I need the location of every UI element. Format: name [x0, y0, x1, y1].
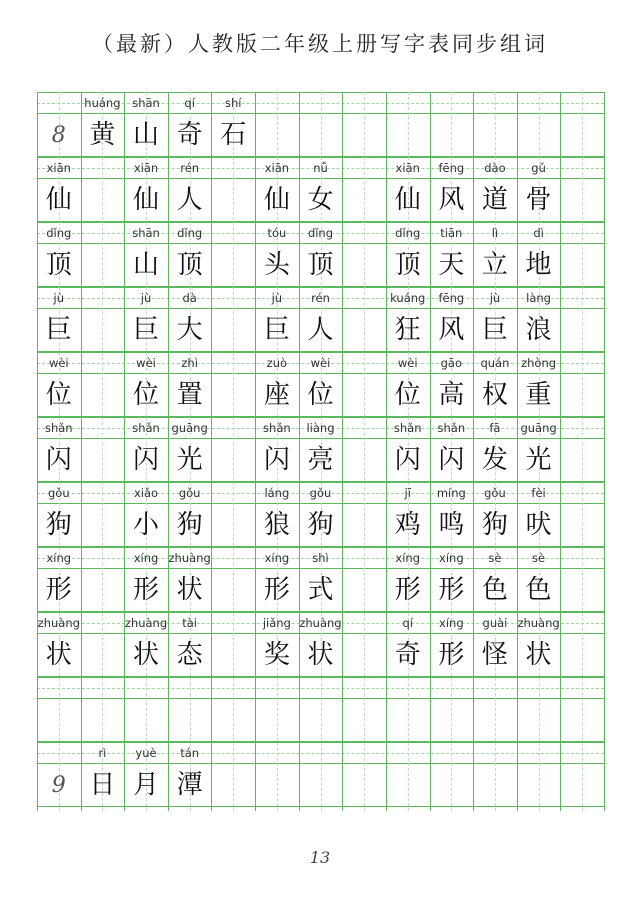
- pinyin-label: guāng: [171, 421, 208, 435]
- hanzi-char: 置: [176, 380, 203, 410]
- hanzi-char: 道: [481, 185, 508, 215]
- pinyin-label: tiān: [440, 226, 463, 240]
- hanzi-char: 亮: [307, 445, 334, 475]
- pinyin-label: jù: [271, 291, 283, 305]
- pinyin-label: dì: [533, 226, 544, 240]
- pinyin-label: dǐng: [177, 226, 203, 240]
- hanzi-char: 顶: [307, 250, 334, 280]
- hanzi-char: 狗: [176, 510, 203, 540]
- hanzi-char: 仙: [394, 185, 421, 215]
- hanzi-char: 大: [176, 315, 203, 345]
- pinyin-label: xíng: [439, 616, 464, 630]
- pinyin-label: wèi: [310, 356, 331, 370]
- hanzi-char: 鸣: [438, 510, 465, 540]
- hanzi-char: 形: [45, 575, 72, 605]
- hanzi-char: 鸡: [394, 510, 421, 540]
- pinyin-label: liàng: [306, 421, 335, 435]
- pinyin-label: huáng: [84, 96, 121, 110]
- hanzi-char: 形: [438, 575, 465, 605]
- pinyin-label: zhuàng: [37, 616, 80, 630]
- pinyin-label: xiān: [133, 161, 159, 175]
- grid-col-line: [81, 92, 82, 811]
- grid-col-line: [560, 92, 561, 811]
- pinyin-label: rén: [180, 161, 200, 175]
- pinyin-label: gǒu: [47, 486, 70, 500]
- pinyin-label: nǚ: [313, 161, 328, 175]
- page-title: （最新）人教版二年级上册写字表同步组词: [92, 32, 548, 56]
- pinyin-label: zuò: [266, 356, 288, 370]
- hanzi-char: 巨: [133, 315, 160, 345]
- pinyin-label: guài: [482, 616, 508, 630]
- hanzi-char: 小: [133, 510, 160, 540]
- pinyin-label: shān: [132, 226, 160, 240]
- hanzi-char: 吠: [525, 510, 552, 540]
- pinyin-label: wèi: [48, 356, 69, 370]
- pinyin-label: fēng: [438, 161, 465, 175]
- hanzi-char: 日: [89, 770, 116, 800]
- pinyin-label: xiǎo: [133, 486, 159, 500]
- hanzi-char: 立: [481, 250, 508, 280]
- pinyin-label: tài: [182, 616, 198, 630]
- pinyin-label: dǐng: [46, 226, 72, 240]
- page-number: 13: [309, 848, 331, 867]
- pinyin-label: jī: [404, 486, 411, 500]
- hanzi-char: 状: [525, 640, 552, 670]
- hanzi-char: 怪: [481, 640, 508, 670]
- pinyin-label: shǎn: [437, 421, 466, 435]
- pinyin-label: qí: [402, 616, 413, 630]
- hanzi-char: 风: [438, 315, 465, 345]
- hanzi-char: 仙: [45, 185, 72, 215]
- hanzi-char: 巨: [263, 315, 290, 345]
- pinyin-label: xíng: [439, 551, 464, 565]
- pinyin-label: jù: [489, 291, 501, 305]
- writing-grid: [37, 92, 604, 811]
- hanzi-char: 闪: [263, 445, 290, 475]
- pinyin-label: fèi: [531, 486, 546, 500]
- hanzi-char: 骨: [525, 185, 552, 215]
- pinyin-label: xíng: [395, 551, 421, 565]
- hanzi-char: 式: [307, 575, 334, 605]
- pinyin-label: zhuàng: [124, 616, 168, 630]
- hanzi-char: 权: [481, 380, 508, 410]
- pinyin-label: yuè: [135, 746, 157, 760]
- hanzi-char: 发: [481, 445, 508, 475]
- pinyin-label: sè: [488, 551, 502, 565]
- pinyin-label: míng: [436, 486, 466, 500]
- grid-col-line: [342, 92, 343, 811]
- pinyin-label: zhuàng: [168, 551, 211, 565]
- hanzi-char: 人: [176, 185, 203, 215]
- hanzi-char: 狗: [45, 510, 72, 540]
- hanzi-char: 狗: [481, 510, 508, 540]
- hanzi-char: 座: [263, 380, 290, 410]
- pinyin-label: dǐng: [307, 226, 334, 240]
- hanzi-char: 月: [133, 770, 160, 800]
- pinyin-label: shǎn: [263, 421, 291, 435]
- pinyin-label: dà: [182, 291, 197, 305]
- pinyin-label: qí: [184, 96, 195, 110]
- pinyin-label: kuáng: [390, 291, 426, 305]
- hanzi-char: 奇: [394, 640, 421, 670]
- pinyin-label: tán: [180, 746, 200, 760]
- pinyin-label: shí: [225, 96, 242, 110]
- grid-center-dash: [233, 92, 234, 811]
- hanzi-char: 闪: [438, 445, 465, 475]
- hanzi-char: 狗: [307, 510, 334, 540]
- pinyin-label: láng: [264, 486, 290, 500]
- pinyin-label: dào: [484, 161, 506, 175]
- lesson-number: 8: [51, 123, 66, 148]
- pinyin-label: zhuàng: [299, 616, 342, 630]
- hanzi-char: 状: [307, 640, 334, 670]
- pinyin-label: shì: [312, 551, 329, 565]
- hanzi-char: 巨: [45, 315, 72, 345]
- hanzi-char: 狂: [394, 315, 421, 345]
- pinyin-label: fā: [489, 421, 501, 435]
- pinyin-label: gǒu: [309, 486, 332, 500]
- hanzi-char: 山: [133, 250, 160, 280]
- hanzi-char: 重: [525, 380, 552, 410]
- pinyin-label: shān: [132, 96, 160, 110]
- pinyin-label: tóu: [267, 226, 287, 240]
- hanzi-char: 形: [263, 575, 290, 605]
- pinyin-label: lì: [491, 226, 499, 240]
- hanzi-char: 状: [45, 640, 72, 670]
- hanzi-char: 巨: [481, 315, 508, 345]
- pinyin-label: làng: [526, 291, 551, 305]
- pinyin-label: xiān: [264, 161, 290, 175]
- grid-center-dash: [102, 92, 103, 811]
- hanzi-char: 形: [394, 575, 421, 605]
- hanzi-char: 人: [307, 315, 334, 345]
- hanzi-char: 光: [176, 445, 203, 475]
- hanzi-char: 位: [307, 380, 334, 410]
- hanzi-char: 形: [438, 640, 465, 670]
- grid-col-line: [604, 92, 605, 811]
- hanzi-char: 形: [133, 575, 160, 605]
- pinyin-label: jù: [140, 291, 152, 305]
- hanzi-char: 顶: [394, 250, 421, 280]
- pinyin-label: rì: [98, 746, 107, 760]
- pinyin-label: zhì: [181, 356, 198, 370]
- hanzi-char: 地: [525, 250, 552, 280]
- hanzi-char: 态: [176, 640, 203, 670]
- hanzi-char: 奖: [263, 640, 290, 670]
- hanzi-char: 闪: [133, 445, 160, 475]
- pinyin-label: xiān: [46, 161, 71, 175]
- hanzi-char: 光: [525, 445, 552, 475]
- grid-col-line: [211, 92, 212, 811]
- hanzi-char: 位: [133, 380, 160, 410]
- pinyin-label: gǔ: [531, 161, 546, 175]
- hanzi-char: 天: [438, 250, 465, 280]
- grid-center-dash: [582, 92, 583, 811]
- pinyin-label: xíng: [133, 551, 159, 565]
- pinyin-label: zhuàng: [517, 616, 560, 630]
- hanzi-char: 仙: [263, 185, 290, 215]
- pinyin-label: quán: [480, 356, 510, 370]
- pinyin-label: guāng: [520, 421, 557, 435]
- pinyin-label: gǒu: [484, 486, 506, 500]
- hanzi-char: 顶: [176, 250, 203, 280]
- pinyin-label: xiān: [395, 161, 420, 175]
- hanzi-char: 闪: [394, 445, 421, 475]
- pinyin-label: zhòng: [521, 356, 557, 370]
- pinyin-label: dǐng: [395, 226, 421, 240]
- hanzi-char: 状: [133, 640, 160, 670]
- hanzi-char: 山: [133, 120, 160, 150]
- pinyin-label: fēng: [438, 291, 465, 305]
- hanzi-char: 顶: [45, 250, 72, 280]
- pinyin-label: rén: [311, 291, 330, 305]
- pinyin-label: jiǎng: [262, 616, 291, 630]
- pinyin-label: sè: [532, 551, 546, 565]
- hanzi-char: 头: [263, 250, 290, 280]
- pinyin-label: jù: [53, 291, 65, 305]
- grid-center-dash: [364, 92, 365, 811]
- hanzi-char: 位: [394, 380, 421, 410]
- hanzi-char: 黄: [89, 120, 116, 150]
- hanzi-char: 色: [525, 575, 552, 605]
- pinyin-label: shǎn: [132, 421, 160, 435]
- hanzi-char: 状: [176, 575, 203, 605]
- hanzi-char: 色: [481, 575, 508, 605]
- pinyin-label: gǒu: [178, 486, 201, 500]
- pinyin-label: xíng: [46, 551, 72, 565]
- hanzi-char: 闪: [45, 445, 72, 475]
- hanzi-char: 高: [438, 380, 465, 410]
- hanzi-char: 潭: [176, 770, 203, 800]
- pinyin-label: wèi: [136, 356, 156, 370]
- hanzi-char: 仙: [133, 185, 160, 215]
- hanzi-char: 女: [307, 185, 334, 215]
- pinyin-label: gāo: [440, 356, 463, 370]
- lesson-number: 9: [51, 773, 66, 798]
- pinyin-label: wèi: [397, 356, 418, 370]
- pinyin-label: shǎn: [44, 421, 73, 435]
- pinyin-label: xíng: [264, 551, 290, 565]
- hanzi-char: 位: [45, 380, 72, 410]
- hanzi-char: 狼: [263, 510, 290, 540]
- hanzi-char: 浪: [525, 315, 552, 345]
- hanzi-char: 奇: [176, 120, 203, 150]
- pinyin-label: shǎn: [393, 421, 422, 435]
- hanzi-char: 风: [438, 185, 465, 215]
- hanzi-char: 石: [220, 120, 247, 150]
